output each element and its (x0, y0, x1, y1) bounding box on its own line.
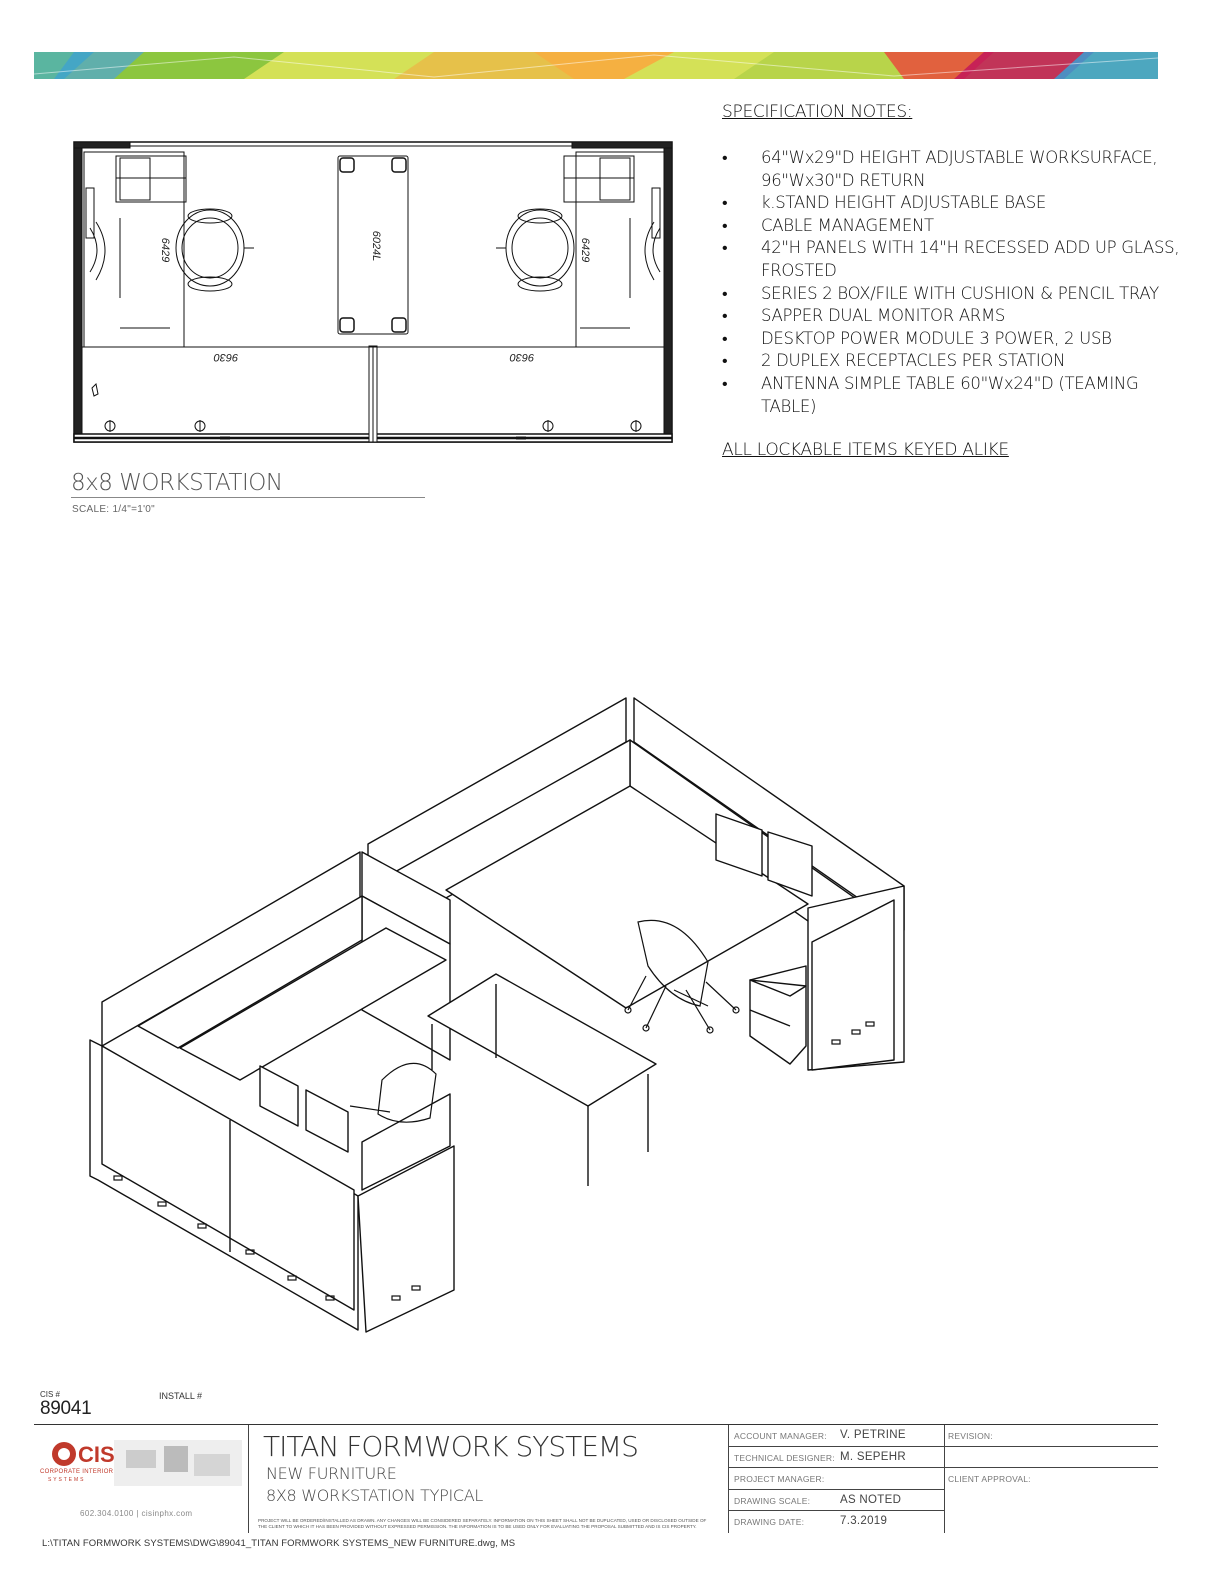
company-name: TITAN FORMWORK SYSTEMS (263, 1430, 638, 1463)
divider (728, 1446, 1158, 1447)
plan-scale: SCALE: 1/4"=1'0" (72, 504, 156, 515)
project-manager-label: PROJECT MANAGER: (734, 1474, 825, 1484)
spec-item: • DESKTOP POWER MODULE 3 POWER, 2 USB (722, 328, 1192, 351)
spec-item: • SAPPER DUAL MONITOR ARMS (722, 305, 1192, 328)
spec-item: • SERIES 2 BOX/FILE WITH CUSHION & PENCIL TRAY (722, 283, 1192, 306)
spec-item: • ANTENNA SIMPLE TABLE 60"Wx24"D (TEAMING TABLE) (722, 373, 1192, 418)
drawing-date-label: DRAWING DATE: (734, 1517, 805, 1527)
account-manager-label: ACCOUNT MANAGER: (734, 1431, 827, 1441)
project-name: NEW FURNITURE (266, 1464, 397, 1483)
spec-keyed-note: ALL LOCKABLE ITEMS KEYED ALIKE (722, 440, 1009, 461)
file-path: L:\TITAN FORMWORK SYSTEMS\DWG\89041_TITAN FORMWORK SYSTEMS_NEW FURNITURE.dwg, MS (42, 1538, 516, 1549)
drawing-name: 8X8 WORKSTATION TYPICAL (266, 1486, 484, 1505)
logo-name: CORPORATE INTERIOR (40, 1469, 114, 1475)
svg-text:6429: 6429 (159, 237, 171, 263)
plan-title: 8x8 WORKSTATION (71, 470, 425, 498)
svg-text:9630: 9630 (213, 351, 239, 363)
drawing-scale-value: AS NOTED (840, 1494, 902, 1506)
svg-text:6429: 6429 (579, 237, 591, 263)
spec-title: SPECIFICATION NOTES: (722, 102, 913, 122)
account-manager-value: V. PETRINE (840, 1429, 906, 1441)
cis-number: 89041 (40, 1398, 92, 1419)
install-label: INSTALL # (159, 1391, 203, 1401)
spec-item: • 42"H PANELS WITH 14"H RECESSED ADD UP GLASS, FROSTED (722, 237, 1192, 282)
divider (944, 1425, 945, 1533)
divider (728, 1510, 944, 1511)
header-banner (34, 52, 1158, 79)
floor-plan-drawing (70, 138, 680, 450)
divider (248, 1425, 249, 1533)
logo-phone: 602.304.0100 | cisinphx.com (80, 1509, 193, 1518)
logo-sub: S Y S T E M S (48, 1477, 84, 1483)
spec-item: • CABLE MANAGEMENT (722, 215, 1192, 238)
technical-designer-value: M. SEPEHR (840, 1451, 906, 1463)
cis-label: CIS # (40, 1390, 61, 1399)
svg-text:CIS: CIS (78, 1442, 115, 1467)
spec-list (722, 147, 1192, 418)
divider (728, 1489, 944, 1490)
revision-label: REVISION: (948, 1431, 993, 1441)
divider (728, 1425, 729, 1533)
spec-item: • 64"Wx29"D HEIGHT ADJUSTABLE WORKSURFACE, 96"Wx30"D RETURN (722, 147, 1192, 192)
svg-text:6024L: 6024L (370, 230, 382, 262)
spec-item: • k.STAND HEIGHT ADJUSTABLE BASE (722, 192, 1192, 215)
client-approval-label: CLIENT APPROVAL: (948, 1474, 1031, 1484)
disclaimer: PROJECT WILL BE ORDERED/INSTALLED AS DRAWN. ANY CHANGES WILL BE CONSIDERED SEPARATELY. INFORMATION ON THIS SHEET SHALL NOT BE DUPLICATED, USED OR DISCLOSED OUTSIDE OF THE CLIENT TO WHICH IT HAS BEEN PROVIDED WITHOUT EXPRESSED PERMISSION. THE INFORMATION IS TO BE USED ONLY FOR EVALUATING THE PROPOSAL SUBMITTED AND IS CIS PROPERTY. (258, 1518, 707, 1529)
drawing-scale-label: DRAWING SCALE: (734, 1496, 811, 1506)
divider (728, 1467, 1158, 1468)
isometric-drawing (86, 690, 912, 1340)
svg-text:9630: 9630 (509, 351, 535, 363)
specification-notes (722, 102, 1192, 460)
title-block-top-rule (34, 1424, 1158, 1425)
drawing-date-value: 7.3.2019 (840, 1515, 888, 1527)
spec-item: • 2 DUPLEX RECEPTACLES PER STATION (722, 350, 1192, 373)
technical-designer-label: TECHNICAL DESIGNER: (734, 1453, 835, 1463)
